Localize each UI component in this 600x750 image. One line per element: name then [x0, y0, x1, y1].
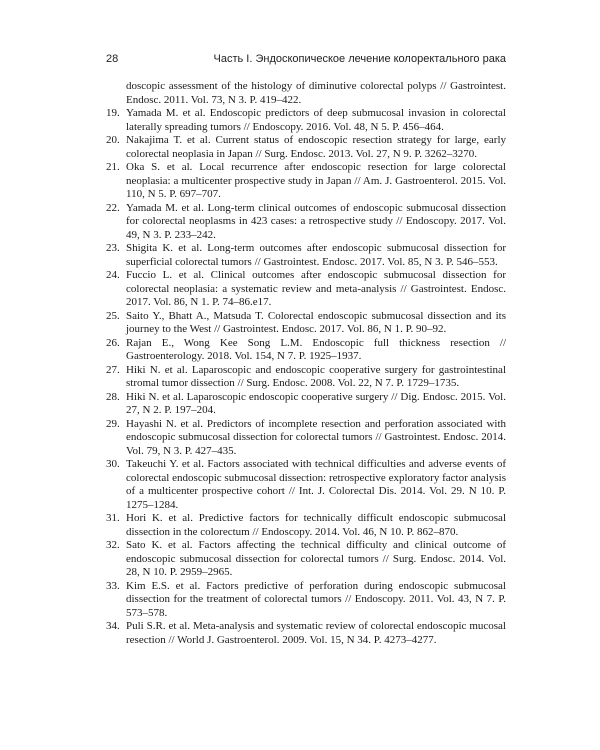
reference-item-32: [106, 539, 506, 580]
reference-number: 34.: [106, 620, 120, 632]
reference-text: Kim E.S. et al. Factors predictive of perforation during endoscopic submucosal dissection for the treatment of colorectal tumors // Endoscopy. 2011. Vol. 43, N 7. P. 573–578.: [126, 579, 506, 619]
reference-text: Oka S. et al. Local recurrence after endoscopic resection for large colorectal neoplasia: a multicenter prospective study in Japan // Am. J. Gastroenterol. 2015. Vol. 110, N 5. P. 697–707.: [126, 161, 506, 200]
reference-item-19: [106, 107, 506, 134]
reference-text: doscopic assessment of the histology of diminutive colorectal polyps // Gastrointest. Endosc. 2011. Vol. 73, N 3. P. 419–422.: [126, 80, 506, 106]
reference-number: 20.: [106, 134, 120, 146]
reference-list: [106, 80, 506, 647]
reference-number: 32.: [106, 539, 120, 551]
reference-number: 33.: [106, 579, 120, 592]
reference-number: 30.: [106, 458, 120, 470]
reference-item-31: [106, 512, 506, 539]
reference-text: Yamada M. et al. Endoscopic predictors of deep submucosal invasion in colorectal laterally spreading tumors // Endoscopy. 2016. Vol. 48, N 5. P. 456–464.: [126, 107, 506, 133]
reference-number: 25.: [106, 309, 120, 322]
reference-number: 24.: [106, 269, 120, 281]
reference-text: Hiki N. et al. Laparoscopic endoscopic cooperative surgery // Dig. Endosc. 2015. Vol. 27, N 2. P. 197–204.: [126, 390, 506, 416]
reference-text: Yamada M. et al. Long-term clinical outcomes of endoscopic submucosal dissection for colorectal neoplasms in 423 cases: a retrospective study // Endoscopy. 2017. Vol. 49, N 3. P. 233–242.: [126, 201, 506, 241]
reference-text: Hori K. et al. Predictive factors for technically difficult endoscopic submucosal dissection in the colorectum // Endoscopy. 2014. Vol. 46, N 10. P. 862–870.: [126, 512, 506, 538]
reference-item-27: [106, 364, 506, 391]
reference-item-34: [106, 620, 506, 647]
reference-text: Fuccio L. et al. Clinical outcomes after endoscopic submucosal dissection for colorectal neoplasia: a systematic review and meta-analysis // Gastrointest. Endosc. 2017. Vol. 86, N 1. P. 74–86.e17.: [126, 269, 506, 308]
reference-text: Rajan E., Wong Kee Song L.M. Endoscopic full thickness resection // Gastroenterology. 2018. Vol. 154, N 7. P. 1925–1937.: [126, 336, 506, 362]
reference-number: 21.: [106, 161, 120, 173]
reference-number: 19.: [106, 107, 120, 119]
reference-item-23: [106, 242, 506, 269]
reference-number: 26.: [106, 336, 120, 349]
reference-number: 28.: [106, 390, 120, 403]
reference-text: Hayashi N. et al. Predictors of incomplete resection and perforation associated with endoscopic submucosal dissection for colorectal tumors // Gastrointest. Endosc. 2014. Vol. 79, N 3. P. 427–435.: [126, 417, 506, 457]
reference-item-33: [106, 580, 506, 621]
reference-item-28: [106, 391, 506, 418]
running-title: Часть I. Эндоскопическое лечение колоректального рака: [213, 53, 506, 65]
reference-text: Takeuchi Y. et al. Factors associated with technical difficulties and adverse events of colorectal endoscopic submucosal dissection: retrospective exploratory factor analysis of a multicenter prospective cohort // Int. J. Colorectal Dis. 2014. Vol. 29. N 10. P. 1275–1284.: [126, 458, 506, 511]
reference-text: Puli S.R. et al. Meta-analysis and systematic review of colorectal endoscopic mucosal resection // World J. Gastroenterol. 2009. Vol. 15, N 34. P. 4273–4277.: [126, 620, 506, 646]
reference-text: Sato K. et al. Factors affecting the technical difficulty and clinical outcome of endoscopic submucosal dissection for colorectal tumors // Surg. Endosc. 2014. Vol. 28, N 10. P. 2959–2965.: [126, 539, 506, 578]
reference-item-21: [106, 161, 506, 202]
reference-item-30: [106, 458, 506, 512]
reference-item-22: [106, 202, 506, 243]
page-number: 28: [106, 53, 119, 65]
reference-number: 27.: [106, 363, 120, 376]
reference-text: Nakajima T. et al. Current status of endoscopic resection strategy for large, early colorectal neoplasia in Japan // Surg. Endosc. 2013. Vol. 27, N 9. P. 3262–3270.: [126, 134, 506, 160]
reference-item-continuation: [106, 80, 506, 107]
running-header: [106, 53, 506, 69]
reference-number: 23.: [106, 242, 120, 254]
reference-item-24: [106, 269, 506, 310]
reference-number: 31.: [106, 512, 120, 524]
reference-item-25: [106, 310, 506, 337]
reference-number: 29.: [106, 417, 120, 430]
reference-text: Saito Y., Bhatt A., Matsuda T. Colorectal endoscopic submucosal dissection and its journey to the West // Gastrointest. Endosc. 2017. Vol. 86, N 1. P. 90–92.: [126, 309, 506, 335]
reference-item-26: [106, 337, 506, 364]
reference-item-20: [106, 134, 506, 161]
reference-text: Hiki N. et al. Laparoscopic and endoscopic cooperative surgery for gastrointestinal stromal tumor dissection // Surg. Endosc. 2008. Vol. 22, N 7. P. 1729–1735.: [126, 363, 506, 389]
reference-number: 22.: [106, 201, 120, 214]
reference-text: Shigita K. et al. Long-term outcomes after endoscopic submucosal dissection for superficial colorectal tumors // Gastrointest. Endosc. 2017. Vol. 85, N 3. P. 546–553.: [126, 242, 506, 268]
reference-item-29: [106, 418, 506, 459]
